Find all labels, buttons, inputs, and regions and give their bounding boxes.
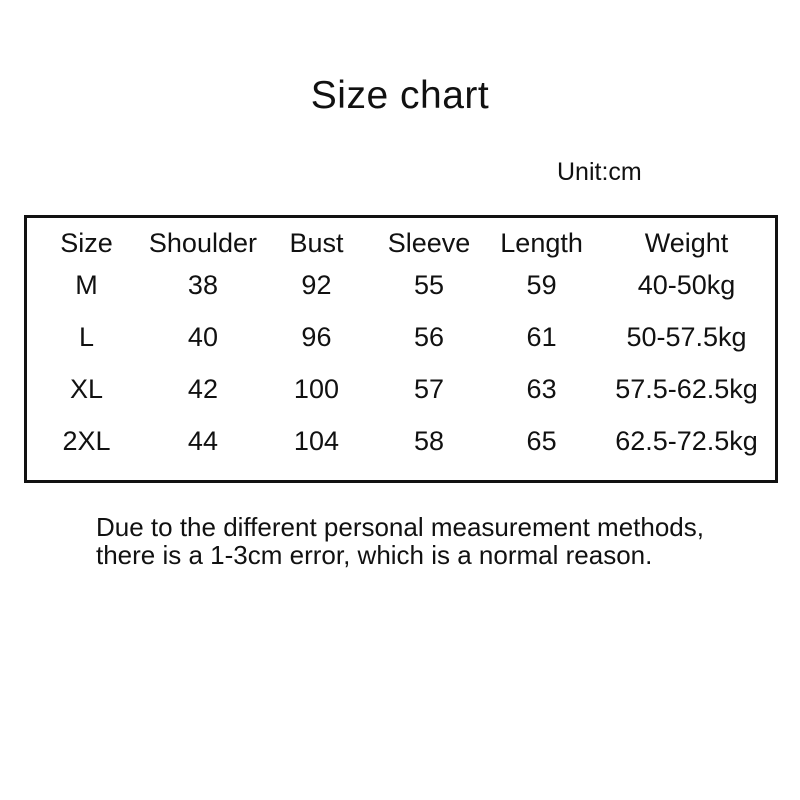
cell-bust: 96 (301, 321, 332, 352)
note-line-2: there is a 1-3cm error, which is a normal reason. (96, 540, 653, 570)
column-header-length: Length (500, 228, 583, 258)
table-row-2xl (27, 416, 775, 468)
cell-length: 61 (526, 321, 557, 352)
cell-weight: 57.5-62.5kg (615, 374, 758, 405)
column-header-shoulder: Shoulder (148, 228, 257, 258)
cell-size: XL (69, 374, 103, 405)
table-row-m (27, 259, 775, 311)
page-title: Size chart (310, 74, 490, 117)
cell-bust: 104 (293, 426, 339, 457)
cell-weight: 40-50kg (637, 269, 736, 300)
cell-size: M (75, 269, 98, 300)
cell-weight: 62.5-72.5kg (615, 426, 758, 457)
column-header-weight: Weight (644, 228, 729, 258)
size-table (27, 228, 775, 468)
cell-sleeve: 55 (413, 269, 445, 300)
measurement-note (0, 513, 800, 569)
column-header-sleeve: Sleeve (387, 228, 471, 258)
table-header-row (27, 228, 775, 259)
cell-length: 59 (526, 269, 557, 300)
cell-shoulder: 38 (187, 269, 218, 300)
unit-label: Unit:cm (557, 158, 642, 186)
table-row-l (27, 311, 775, 363)
cell-sleeve: 57 (413, 374, 445, 405)
table-row-xl (27, 364, 775, 416)
note-line-1: Due to the different personal measurement methods, (96, 512, 704, 542)
cell-shoulder: 40 (187, 321, 218, 352)
column-header-size: Size (60, 228, 113, 258)
cell-sleeve: 56 (413, 321, 445, 352)
cell-weight: 50-57.5kg (626, 321, 747, 352)
cell-length: 63 (526, 374, 557, 405)
cell-size: L (78, 321, 94, 352)
cell-bust: 100 (293, 374, 339, 405)
cell-sleeve: 58 (413, 426, 445, 457)
column-header-bust: Bust (289, 228, 344, 258)
cell-shoulder: 44 (187, 426, 218, 457)
cell-bust: 92 (301, 269, 332, 300)
cell-shoulder: 42 (187, 374, 218, 405)
size-table-border-box (24, 215, 778, 483)
cell-size: 2XL (62, 426, 111, 457)
cell-length: 65 (526, 426, 557, 457)
